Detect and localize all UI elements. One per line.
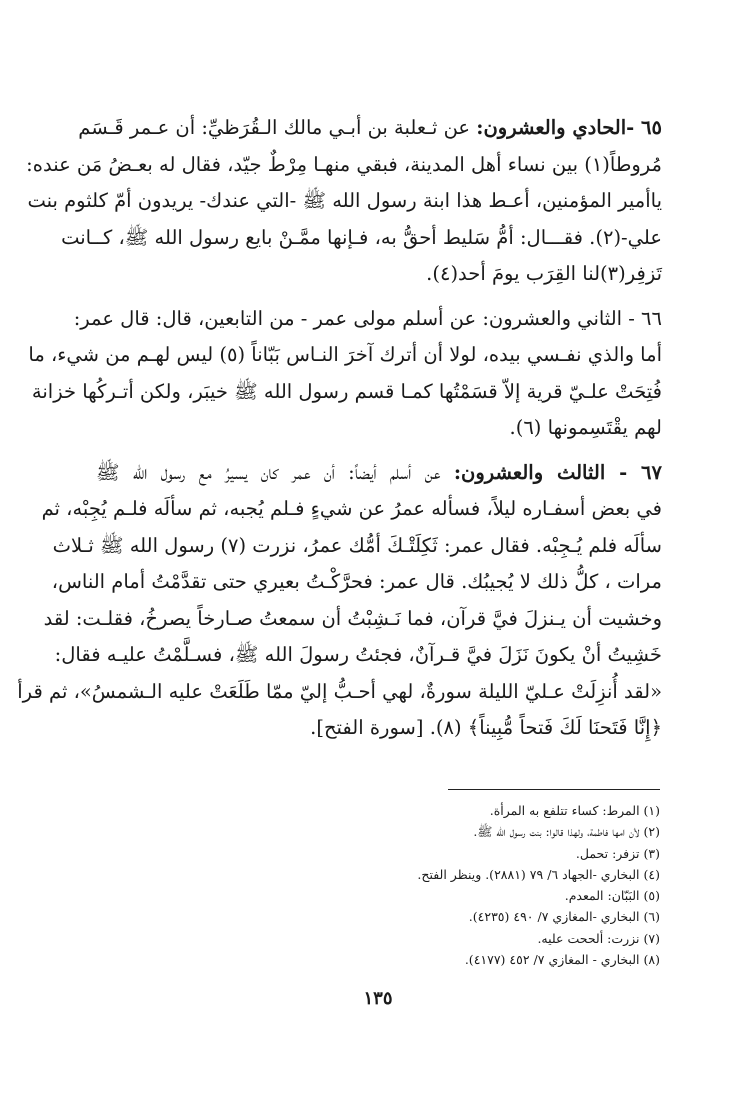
footnote-divider (448, 789, 660, 790)
text-line: ياأمير المؤمنين، أعـط هذا ابنة رسول الله ﷺ -التي عندك- يريدون أمّ كلثوم بنت (27, 189, 662, 212)
footnote: (٢) لأن امها فاطمة، ولهذا قالوا: بنت رسول الله ﷺ. (473, 824, 660, 840)
text-line: تَزفِر(٣)لنا القِرَب يومَ أحد(٤). (426, 262, 662, 285)
text-line: ٦٧ - الثالث والعشرون: عن أسلم أيضاً: أن عمر كان يسيرُ مع رسول الله ﷺ (96, 460, 662, 484)
text-line: مُروطاً(١) بين نساء أهل المدينة، فبقي منهـا مِرْطٌ جيّد، فقال له بعـضُ مَن عنده: (26, 152, 662, 176)
text-line: فُتِحَتْ علـيّ قرية إلاّ قسَمْتُها كمـا قسم رسول الله ﷺ خيبَر، ولكن أتـركُها خزانة (31, 379, 662, 403)
main-text (17, 110, 662, 755)
footnote: (١) المرط: كساء تتلفع به المرأة. (489, 803, 660, 818)
text-line: ٦٥ -الحادي والعشرون: عن ثـعلبة بن أبـي مالك الـقُرَظيِّ: أن عـمر قَـسَم (78, 116, 662, 139)
hadith-65 (26, 110, 662, 293)
footnote: (٥) البَبّان: المعدم. (564, 888, 660, 904)
text-line: ﴿إِنَّا فَتَحنَا لَكَ فَتحاً مُّبِيناً﴾ (٨). [سورة الفتح]. (310, 716, 662, 739)
hadith-67 (17, 455, 662, 747)
footnote: (٤) البخاري -الجهاد ٦/ ٧٩ (٢٨٨١). وينظر الفتح. (417, 866, 660, 882)
hadith-heading: ٦٥ -الحادي والعشرون: (476, 116, 662, 139)
text-line: لهم يقْتَسِمونها (٦). (509, 416, 662, 439)
text-line: مرات ، كلُّ ذلك لا يُجيبُك. قال عمر: فحرَّكْـتُ بعيري حتى تقدَّمْتُ أمام الناس، (51, 570, 662, 593)
hadith-heading: ٦٧ - الثالث والعشرون: (453, 460, 662, 484)
footnote: (٣) تزفر: تحمل. (575, 845, 660, 861)
text-line: سألَه فلم يُـجِبْه. فقال عمر: ثَكِلَتْـكَ أمُّك عمرُ، نزرت (٧) رسول الله ﷺ ثـلاث (52, 533, 662, 557)
text-line: وخشيت أن يـنزلَ فيَّ قرآن، فما نَـشِبْتُ أن سمعتُ صـارخاً يصرخُ، فقلـت: لقد (43, 606, 662, 630)
page-number: ١٣٥ (363, 988, 393, 1009)
footnote: (٦) البخاري -المغازي ٧/ ٤٩٠ (٤٢٣٥). (468, 909, 660, 925)
footnote: (٨) البخاري - المغازي ٧/ ٤٥٢ (٤١٧٧). (464, 952, 660, 968)
footnotes (300, 800, 660, 970)
text-line: علي-(٢). فقـــال: أمُّ سَليط أحقُّ به، فـإنها ممَّـنْ بايع رسول الله ﷺ، كــانت (61, 225, 662, 249)
hadith-66 (28, 301, 662, 447)
footnote: (٧) نزرت: ألححت عليه. (537, 930, 660, 946)
text-line: ٦٦ - الثاني والعشرون: عن أسلم مولى عمر - من التابعين، قال: قال عمر: (73, 306, 662, 330)
text-line: أما والذي نفـسي بيده، لولا أن أترك آخرَ النـاس بَبّاناً (٥) ليس لهـم من شيء، ما (28, 343, 662, 366)
text-line: «لقد أُنزِلَتْ عـليّ الليلة سورةٌ، لهي أحـبُّ إليّ ممّا طَلَعَتْ عليه الـشمسُ»، ثم قرأ (17, 679, 662, 703)
text-line: في بعض أسفـاره ليلاً، فسأله عمرُ عن شيءٍ فـلم يُجبه، ثم سألَه فلـم يُجِبْه، ثم (41, 497, 662, 520)
text-line: خَشِيتُ أنْ يكونَ نَزَلَ فيَّ قـرآنٌ، فجئتُ رسولَ الله ﷺ، فسـلَّمْتُ عليـه فقال: (54, 643, 662, 666)
